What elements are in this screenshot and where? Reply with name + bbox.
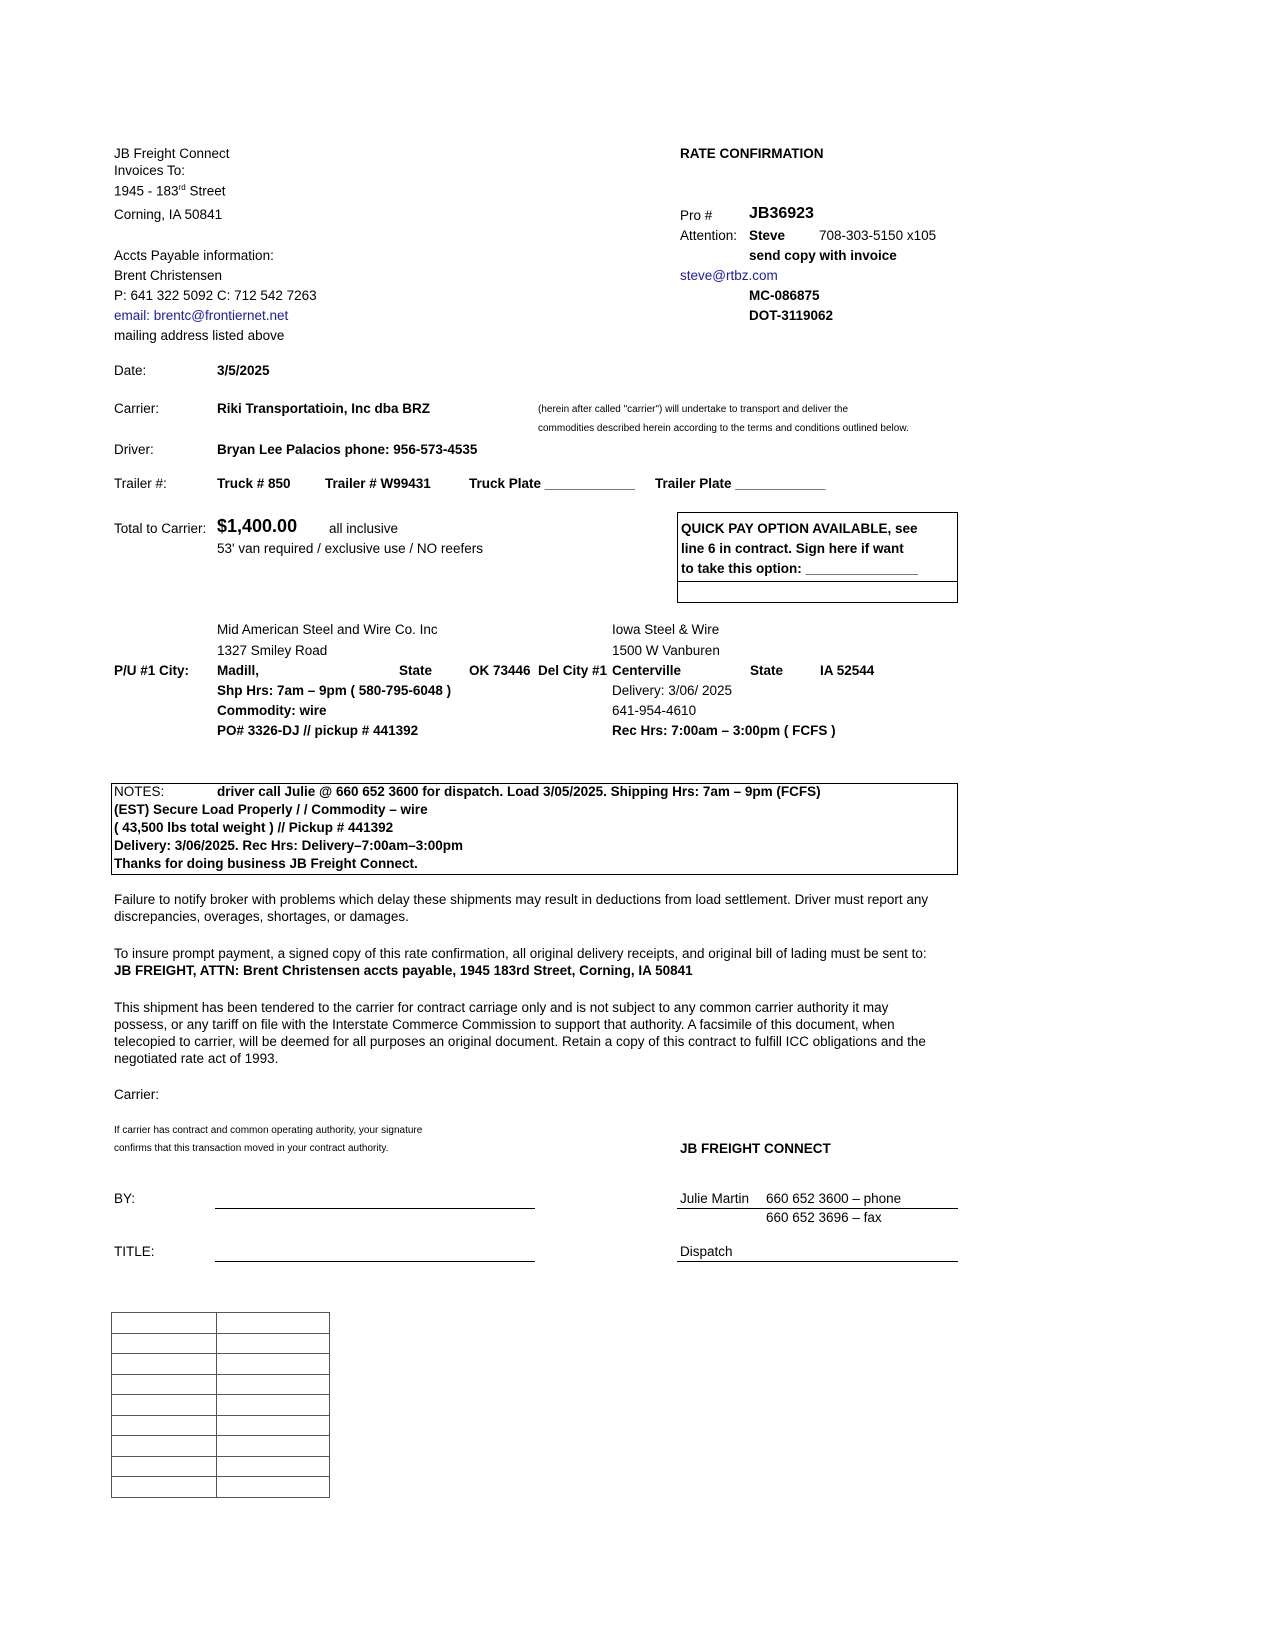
carrier-name: Riki Transportatioin, Inc dba BRZ [217,401,431,416]
driver-value: Bryan Lee Palacios phone: 956-573-4535 [217,442,478,457]
notes-line-3: ( 43,500 lbs total weight ) // Pickup # 441392 [114,820,394,835]
pickup-company: Mid American Steel and Wire Co. Inc [217,622,438,637]
delivery-company: Iowa Steel & Wire [612,622,720,637]
accts-contact-name: Brent Christensen [114,268,223,283]
notes-label: NOTES: [114,784,165,799]
delivery-street: 1500 W Vanburen [612,643,720,658]
signature-carrier-label: Carrier: [114,1087,160,1102]
attention-name: Steve [749,228,786,243]
accts-email-link[interactable]: email: brentc@frontiernet.net [114,308,289,323]
table-row [112,1477,330,1498]
notes-line-4: Delivery: 3/06/2025. Rec Hrs: Delivery–7:00am–3:00pm [114,838,463,853]
delivery-hours: Rec Hrs: 7:00am – 3:00pm ( FCFS ) [612,723,836,738]
dispatch-contact-name: Julie Martin [680,1191,750,1206]
pickup-po: PO# 3326-DJ // pickup # 441392 [217,723,419,738]
delivery-label: Del City #1 [538,663,608,678]
quick-pay-line-1: QUICK PAY OPTION AVAILABLE, see [681,521,918,536]
trailer-number: Trailer # W99431 [325,476,431,491]
carrier-label: Carrier: [114,401,160,416]
equipment-note: 53' van required / exclusive use / NO reefers [217,541,483,556]
pro-label: Pro # [680,208,713,223]
by-signature-line[interactable] [215,1208,535,1209]
table-row [112,1313,330,1334]
carrier-email-link[interactable]: steve@rtbz.com [680,268,778,283]
total-amount: $1,400.00 [217,516,298,536]
table-row [112,1395,330,1416]
notes-line-2: (EST) Secure Load Properly / / Commodity – wire [114,802,428,817]
pickup-street: 1327 Smiley Road [217,643,328,658]
authority-note-2: confirms that this transaction moved in your contract authority. [114,1143,389,1154]
authority-note-1: If carrier has contract and common operating authority, your signature [114,1125,423,1136]
accts-phones: P: 641 322 5092 C: 712 542 7263 [114,288,317,303]
pickup-hours: Shp Hrs: 7am – 9pm ( 580-795-6048 ) [217,683,452,698]
terms-tender-paragraph: This shipment has been tendered to the carrier for contract carriage only and is not subject to any common carrier authority it may possess, or any tariff on file with the Interstate Commerce Commission to support that authority. A facsimile of this document, when telecopied to carrier, will be deemed for all purposes an original document. Retain a copy of this contract to fulfill ICC obligations and the negotiated rate act of 1993. [114,1000,926,1066]
delivery-phone: 641-954-4610 [612,703,697,718]
all-inclusive: all inclusive [329,521,399,536]
by-label: BY: [114,1191,136,1206]
driver-label: Driver: [114,442,154,457]
pickup-label: P/U #1 City: [114,663,190,678]
dispatch-contact-fax: 660 652 3696 – fax [766,1210,882,1225]
pickup-state-label: State [399,663,433,678]
send-copy-note: send copy with invoice [749,248,897,263]
table-row [112,1354,330,1375]
trailer-plate: Trailer Plate ____________ [655,476,826,491]
date-label: Date: [114,363,147,378]
title-label: TITLE: [114,1244,155,1259]
pro-number: JB36923 [749,205,814,222]
dispatch-contact-phone: 660 652 3600 – phone [766,1191,902,1206]
dispatch-title: Dispatch [680,1244,733,1259]
notes-line-1: driver call Julie @ 660 652 3600 for dispatch. Load 3/05/2025. Shipping Hrs: 7am – 9pm (FCFS) [217,784,821,799]
pickup-city: Madill, [217,663,260,678]
accts-payable-label: Accts Payable information: [114,248,274,263]
truck-number: Truck # 850 [217,476,291,491]
quick-pay-line-2: line 6 in contract. Sign here if want [681,541,904,556]
dot-number: DOT-3119062 [749,308,834,323]
terms-payment-paragraph: To insure prompt payment, a signed copy of this rate confirmation, all original delivery receipts, and original bill of lading must be sent to: JB FREIGHT, ATTN: Brent Christensen accts payable, 1945 183rd Street, Corning, IA 50841 [114,946,927,978]
date-value: 3/5/2025 [217,363,270,378]
table-row [112,1333,330,1354]
trailer-label: Trailer #: [114,476,167,491]
pickup-state-zip: OK 73446 [469,663,531,678]
pickup-commodity: Commodity: wire [217,703,327,718]
notes-line-5: Thanks for doing business JB Freight Connect. [114,856,418,871]
table-row [112,1374,330,1395]
table-row [112,1436,330,1457]
attention-phone: 708-303-5150 x105 [819,228,937,243]
delivery-state-zip: IA 52544 [820,663,875,678]
truck-plate: Truck Plate ____________ [469,476,635,491]
quick-pay-sign-line[interactable]: to take this option: _______________ [681,561,919,576]
empty-grid-table [111,1312,330,1498]
delivery-city: Centerville [612,663,682,678]
mc-number: MC-086875 [749,288,820,303]
table-row [112,1456,330,1477]
company-city: Corning, IA 50841 [114,207,223,222]
mailing-note: mailing address listed above [114,328,285,343]
total-label: Total to Carrier: [114,521,207,536]
terms-notify-paragraph: Failure to notify broker with problems which delay these shipments may result in deductions from load settlement. Driver must report any discrepancies, overages, shortages, or damages. [114,892,929,924]
company-name: JB Freight Connect [114,146,230,161]
broker-name: JB FREIGHT CONNECT [680,1141,831,1156]
invoices-to-label: Invoices To: [114,163,186,178]
carrier-note-2: commodities described herein according to the terms and conditions outlined below. [538,423,909,434]
carrier-note-1: (herein after called "carrier") will undertake to transport and deliver the [538,404,849,415]
delivery-date: Delivery: 3/06/ 2025 [612,683,733,698]
page-title: RATE CONFIRMATION [680,146,824,161]
attention-label: Attention: [680,228,738,243]
delivery-state-label: State [750,663,784,678]
table-row [112,1415,330,1436]
company-street: 1945 - 183rd Street [114,183,226,199]
title-signature-line[interactable] [215,1261,535,1262]
